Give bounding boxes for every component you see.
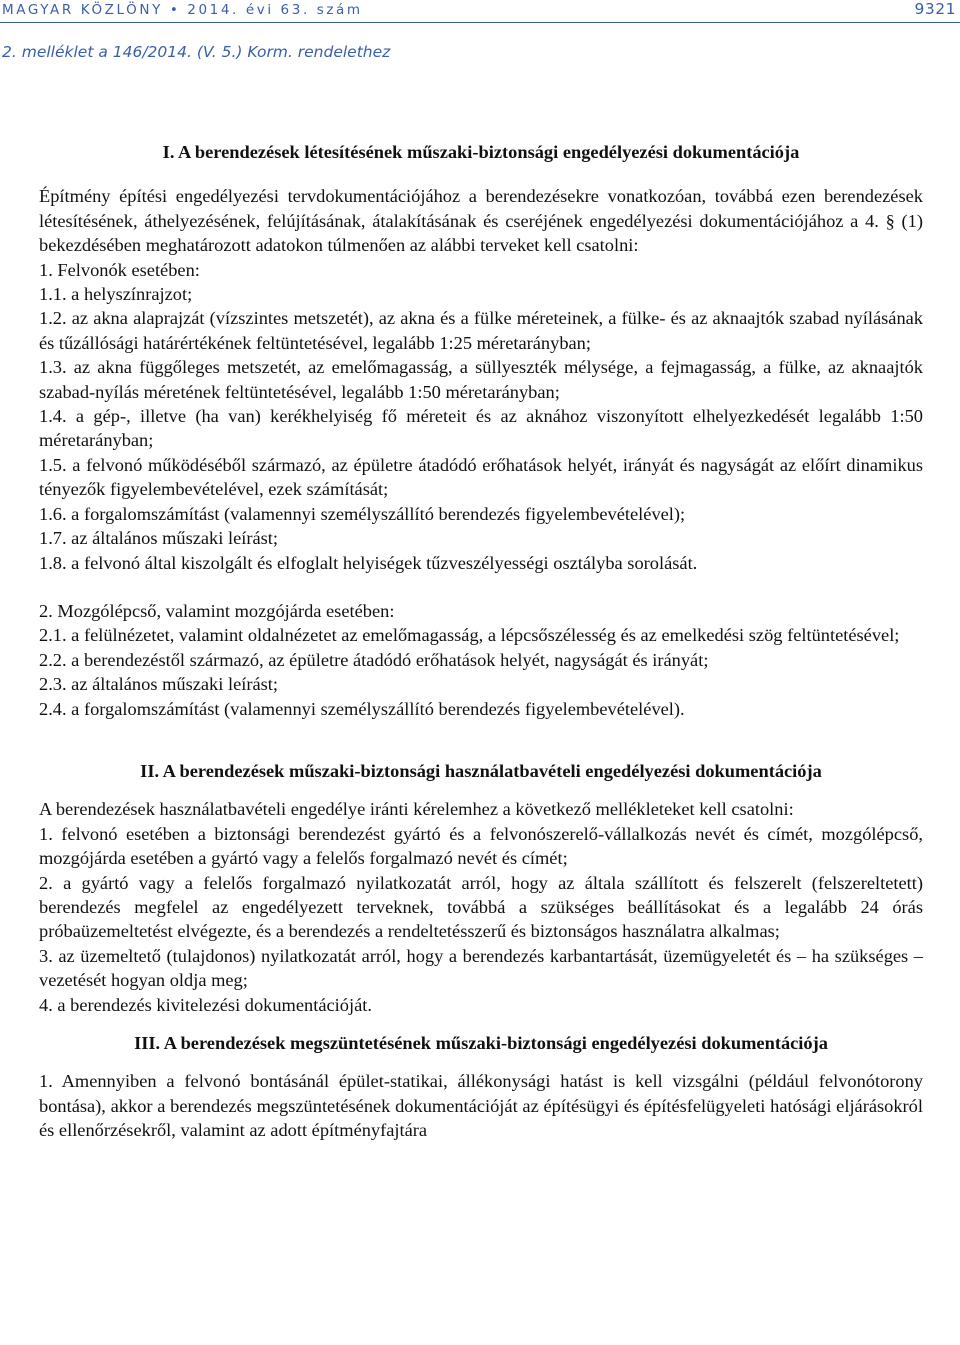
group-2-title: 2. Mozgólépcső, valamint mozgójárda esetében: xyxy=(39,600,395,621)
section-1-heading: I. A berendezések létesítésének műszaki-biztonsági engedélyezési dokumentációja xyxy=(162,142,800,162)
list-item: 1.5. a felvonó működéséből származó, az épületre átadódó erőhatások helyét, irányát és nagyságát az előírt dinamikus tényezők figyelembevételével, ezek számítását; xyxy=(39,454,923,500)
journal-header xyxy=(0,0,960,22)
list-item: 2.2. a berendezéstől származó, az épületre átadódó erőhatások helyét, nagyságát és irányát; xyxy=(39,649,709,670)
list-item: 1. Amennyiben a felvonó bontásánál épület-statikai, állékonysági hatást is kell vizsgálni (például felvonótorony bontása), akkor a berendezés megszüntetésének dokumentációját az építésügyi és építésfelügyeleti hatósági eljárásokról és ellenőrzésekről, valamint az adott építményfajtára xyxy=(39,1071,923,1141)
header-rule xyxy=(0,22,960,23)
list-item: 1.6. a forgalomszámítást (valamennyi személyszállító berendezés figyelembevételével); xyxy=(39,503,686,524)
list-item: 1.7. az általános műszaki leírást; xyxy=(39,528,278,549)
list-item: 1.1. a helyszínrajzot; xyxy=(39,284,193,305)
section-3-heading: III. A berendezések megszüntetésének műszaki-biztonsági engedélyezési dokumentációja xyxy=(134,1033,828,1053)
document-body xyxy=(39,140,923,1143)
list-item: 2. a gyártó vagy a felelős forgalmazó nyilatkozatát arról, hogy az általa szállított és felszerelt (felszereltetett) berendezés megfelel az engedélyezett terveknek, továbbá a szükséges beállításokat és a legalább 24 órás próbaüzemeltetést elvégezte, és a berendezés a rendeltetésszerű és biztonságos használatra alkalmas; xyxy=(39,872,923,942)
section-1-intro: Építmény építési engedélyezési tervdokumentációjához a berendezésekre vonatkozóan, továbbá ezen berendezések létesítésének, áthelyezésének, felújításának, átalakításának és cseréjének engedélyezési dokumentációjához a 4. § (1) bekezdésében meghatározott adatokon túlmenően az alábbi terveket kell csatolni: xyxy=(39,186,923,256)
journal-title: MAGYAR KÖZLÖNY • 2014. évi 63. szám xyxy=(2,2,363,18)
list-item: 2.3. az általános műszaki leírást; xyxy=(39,674,278,695)
list-item: 2.1. a felülnézetet, valamint oldalnézetet az emelőmagasság, a lépcsőszélesség és az emelkedési szög feltüntetésével; xyxy=(39,625,900,646)
annex-title: 2. melléklet a 146/2014. (V. 5.) Korm. rendelethez xyxy=(2,43,391,61)
list-item: 1.3. az akna függőleges metszetét, az emelőmagasság, a süllyeszték mélysége, a fejmagasság, a fülke, az aknaajtók szabad-nyílás méretének feltüntetésével, legalább 1:50 méretarányban; xyxy=(39,357,923,402)
list-item: 1.4. a gép-, illetve (ha van) kerékhelyiség fő méreteit és az aknához viszonyított elhelyezkedését legalább 1:50 méretarányban; xyxy=(39,406,923,451)
section-2-intro: A berendezések használatbavételi engedélye iránti kérelemhez a következő mellékleteket kell csatolni: xyxy=(39,799,794,820)
list-item: 3. az üzemeltető (tulajdonos) nyilatkozatát arról, hogy a berendezés karbantartását, üzemügyeletét és – ha szükséges – vezetését hogyan oldja meg; xyxy=(39,945,923,991)
list-item: 1.2. az akna alaprajzát (vízszintes metszetét), az akna és a fülke méreteinek, a fülke- és az aknaajtók szabad nyílásának és tűzállósági határértékének feltüntetésével, legalább 1:25 méretarányban; xyxy=(39,308,923,353)
group-1-title: 1. Felvonók esetében: xyxy=(39,259,200,280)
page-number: 9321 xyxy=(914,0,956,18)
list-item: 2.4. a forgalomszámítást (valamennyi személyszállító berendezés figyelembevételével). xyxy=(39,698,685,719)
list-item: 1.8. a felvonó által kiszolgált és elfoglalt helyiségek tűzveszélyességi osztályba sorolását. xyxy=(39,552,698,573)
section-2-heading: II. A berendezések műszaki-biztonsági használatbavételi engedélyezési dokumentációja xyxy=(140,760,822,781)
list-item: 4. a berendezés kivitelezési dokumentációját. xyxy=(39,994,372,1015)
list-item: 1. felvonó esetében a biztonsági berendezést gyártó és a felvonószerelő-vállalkozás nevét és címét, mozgólépcső, mozgójárda esetében a gyártó vagy a felelős forgalmazó nevét és címét; xyxy=(39,823,923,869)
